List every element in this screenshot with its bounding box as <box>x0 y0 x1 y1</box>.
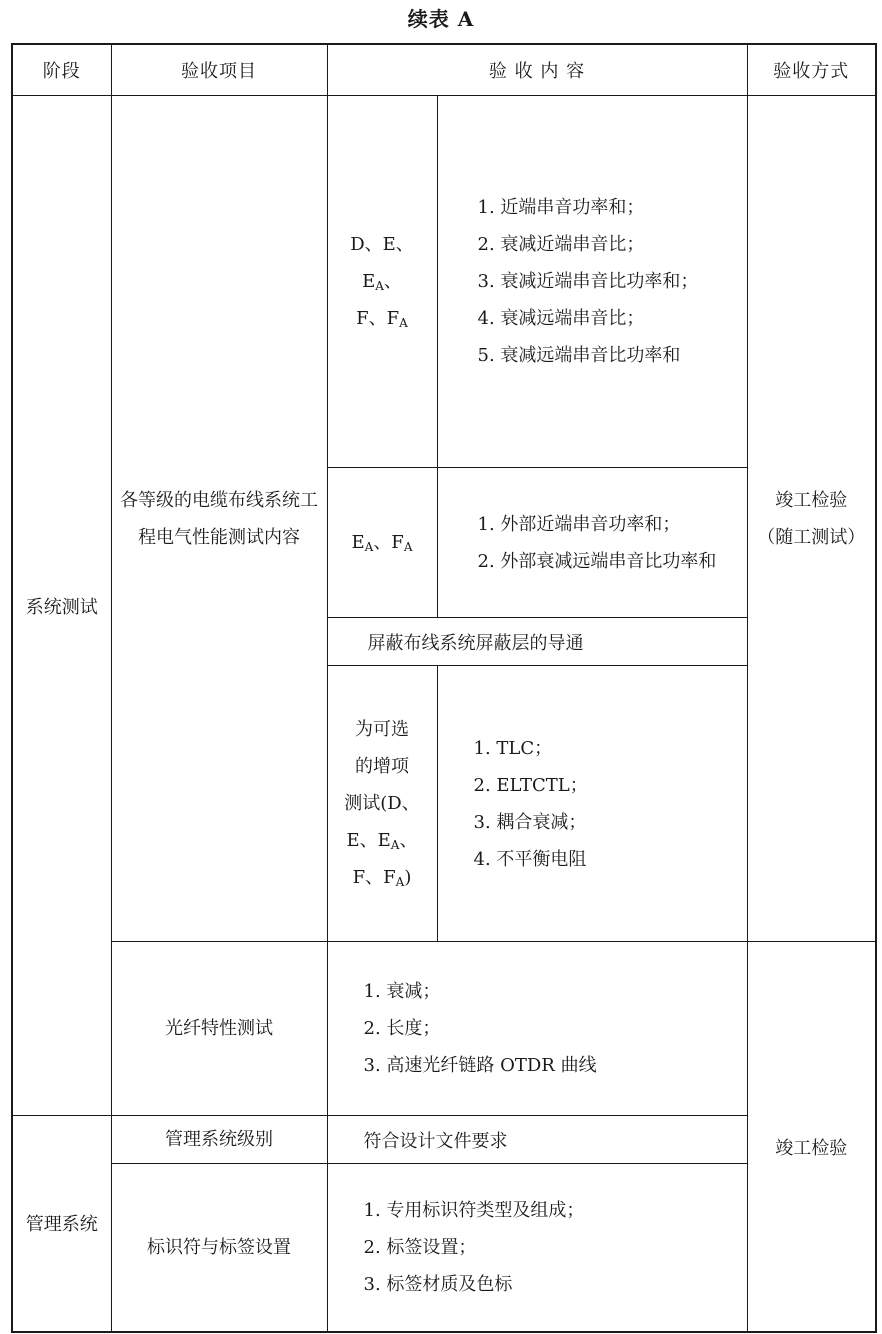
content-cat2-list <box>437 468 747 618</box>
method-line: 竣工检验 <box>775 489 848 511</box>
list-item: 2. 标签设置； <box>363 1236 477 1258</box>
table-row <box>12 96 876 468</box>
list-item: 3. 耦合衰减； <box>473 811 587 833</box>
category-cat1-text: D、E、$E_A$、 F、$F_A$ <box>350 234 414 330</box>
list-item: 5. 衰减远端串音比功率和 <box>477 345 681 366</box>
method-line: （随工测试） <box>757 526 866 548</box>
header-item: 验收项目 <box>111 44 327 96</box>
page-title: 续表 A <box>407 7 475 31</box>
list-item: 4. 不平衡电阻 <box>473 848 587 870</box>
list-item: 1. 外部近端串音功率和； <box>477 513 681 535</box>
table-row <box>12 1164 876 1332</box>
list-item: 3. 高速光纤链路 OTDR 曲线 <box>363 1055 597 1076</box>
content-cat3-list <box>437 666 747 942</box>
method-line: 竣工检验 <box>775 1138 848 1159</box>
list-item: 4. 衰减远端串音比； <box>477 308 645 329</box>
header-method: 验收方式 <box>747 44 876 96</box>
table-row <box>12 1116 876 1164</box>
list-item: 2. 衰减近端串音比； <box>477 234 645 255</box>
header-content: 验 收 内 容 <box>327 44 747 96</box>
list-item: 1. 衰减； <box>363 981 441 1002</box>
content-label-list <box>327 1164 747 1332</box>
list-item: 2. 外部衰减远端串音比功率和 <box>477 550 717 572</box>
content-fiber-list <box>327 942 747 1116</box>
item-mgmt-level: 管理系统级别 <box>111 1116 327 1164</box>
method-completion <box>747 942 876 1332</box>
content-shield: 屏蔽布线系统屏蔽层的导通 <box>327 618 747 666</box>
list-item: 1. 专用标识符类型及组成； <box>363 1199 585 1221</box>
list-item: 2. ELTCTL； <box>473 774 588 796</box>
method-completion-with-test <box>747 96 876 942</box>
list-item: 3. 标签材质及色标 <box>363 1273 513 1295</box>
header-row <box>12 44 876 96</box>
stage-management: 管理系统 <box>12 1116 111 1332</box>
table-row <box>12 942 876 1116</box>
category-cat3-text: 为可选 的增项 测试(D、 E、$E_A$、 F、$F_A$) <box>344 719 420 889</box>
list-item: 3. 衰减近端串音比功率和； <box>477 271 699 292</box>
content-cat1-list <box>437 96 747 468</box>
category-cat2 <box>327 468 437 618</box>
category-cat1 <box>327 96 437 468</box>
list-item: 1. TLC； <box>473 737 553 759</box>
list-item: 1. 近端串音功率和； <box>477 197 645 218</box>
category-cat2-text: $E_A$、$F_A$ <box>351 532 413 554</box>
item-label-setup: 标识符与标签设置 <box>111 1164 327 1332</box>
item-cable-test <box>111 96 327 942</box>
category-cat3 <box>327 666 437 942</box>
item-fiber-test: 光纤特性测试 <box>111 942 327 1116</box>
acceptance-table <box>11 43 877 1333</box>
stage-system-test: 系统测试 <box>12 96 111 1116</box>
item-cable-test-text: 各等级的电缆布线系统工程电气性能测试内容 <box>120 489 318 548</box>
list-item: 2. 长度； <box>363 1018 441 1039</box>
header-stage: 阶段 <box>12 44 111 96</box>
content-mgmt-level: 符合设计文件要求 <box>327 1116 747 1164</box>
